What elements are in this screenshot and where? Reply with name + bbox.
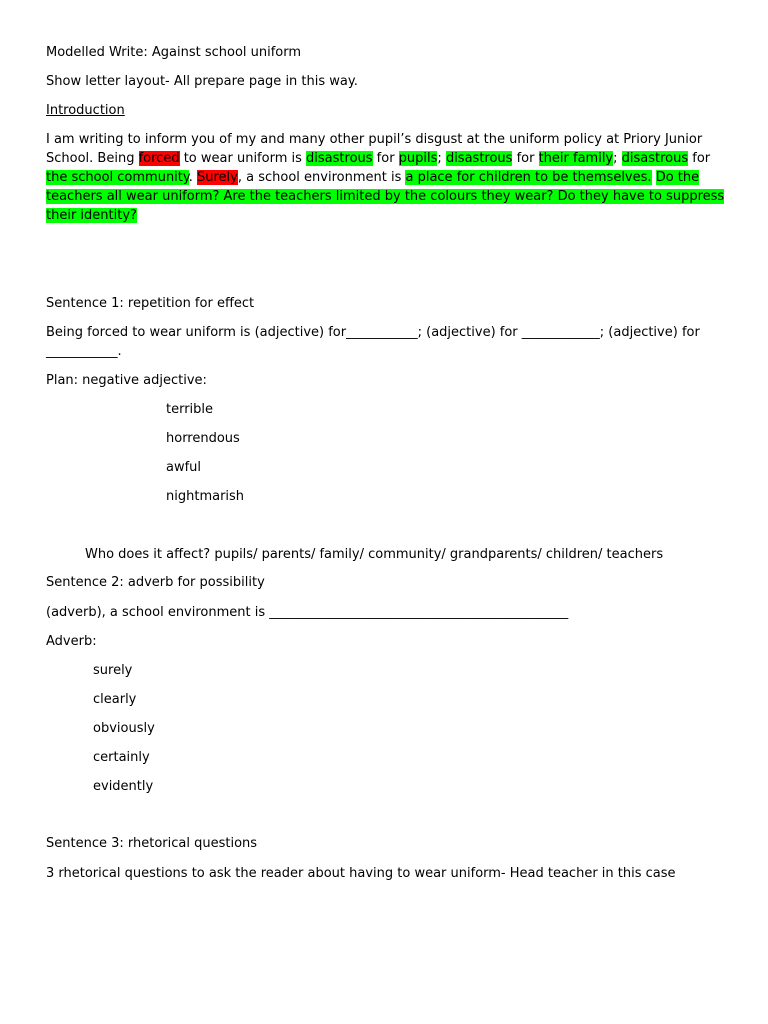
intro-text: to wear uniform is	[179, 151, 307, 166]
intro-text: I am writing to inform you of my and many other pupil’s disgust at the uniform policy at Priory Junior School. Being	[46, 132, 703, 166]
intro-text: for	[372, 151, 399, 166]
plan-label: Plan: negative adjective:	[46, 373, 207, 388]
highlight-rhetorical-questions: Do the teachers all wear uniform? Are the teachers limited by the colours they wear? Do they have to suppress their identity?	[46, 170, 725, 223]
introduction-heading: Introduction	[46, 103, 125, 118]
adverb-item: surely	[93, 663, 133, 678]
adjective-item: nightmarish	[166, 489, 245, 504]
highlight-surely: Surely	[197, 170, 238, 185]
highlight-place-for-children: a place for children to be themselves.	[405, 170, 652, 185]
who-affects-line: Who does it affect? pupils/ parents/ family/ community/ grandparents/ children/ teachers	[85, 547, 664, 562]
highlight-pupils: pupils	[398, 151, 438, 166]
highlight-disastrous: disastrous	[445, 151, 513, 166]
page-title: Modelled Write: Against school uniform	[46, 45, 302, 60]
highlight-their-family: their family	[538, 151, 614, 166]
sentence2-heading: Sentence 2: adverb for possibility	[46, 575, 265, 590]
adjective-item: terrible	[166, 402, 214, 417]
adverb-item: certainly	[93, 750, 150, 765]
highlight-forced: forced	[138, 151, 180, 166]
highlight-school-community: the school community	[46, 170, 189, 185]
intro-text: , a school environment is	[237, 170, 406, 185]
layout-instruction: Show letter layout- All prepare page in this way.	[46, 74, 358, 89]
sentence1-heading: Sentence 1: repetition for effect	[46, 296, 255, 311]
sentence2-frame: (adverb), a school environment is ______________________________________________	[46, 605, 569, 620]
sentence1-frame: Being forced to wear uniform is (adjective) for___________; (adjective) for ____________; (adjective) for	[46, 325, 700, 340]
adjective-item: horrendous	[166, 431, 240, 446]
adverb-label: Adverb:	[46, 634, 97, 649]
intro-text: for	[688, 151, 711, 166]
adverb-item: obviously	[93, 721, 155, 736]
intro-text: ;	[437, 151, 446, 166]
intro-text: for	[512, 151, 539, 166]
sentence1-frame-continued: ___________.	[46, 344, 122, 359]
sentence3-heading: Sentence 3: rhetorical questions	[46, 836, 258, 851]
intro-text: .	[188, 170, 197, 185]
highlight-disastrous: disastrous	[306, 151, 373, 166]
intro-text: ;	[613, 151, 622, 166]
highlight-disastrous: disastrous	[621, 151, 689, 166]
sentence3-text: 3 rhetorical questions to ask the reader about having to wear uniform- Head teacher in this case	[46, 866, 676, 881]
introduction-paragraph	[46, 130, 726, 225]
adverb-item: clearly	[93, 692, 137, 707]
adverb-item: evidently	[93, 779, 154, 794]
adjective-item: awful	[166, 460, 202, 475]
